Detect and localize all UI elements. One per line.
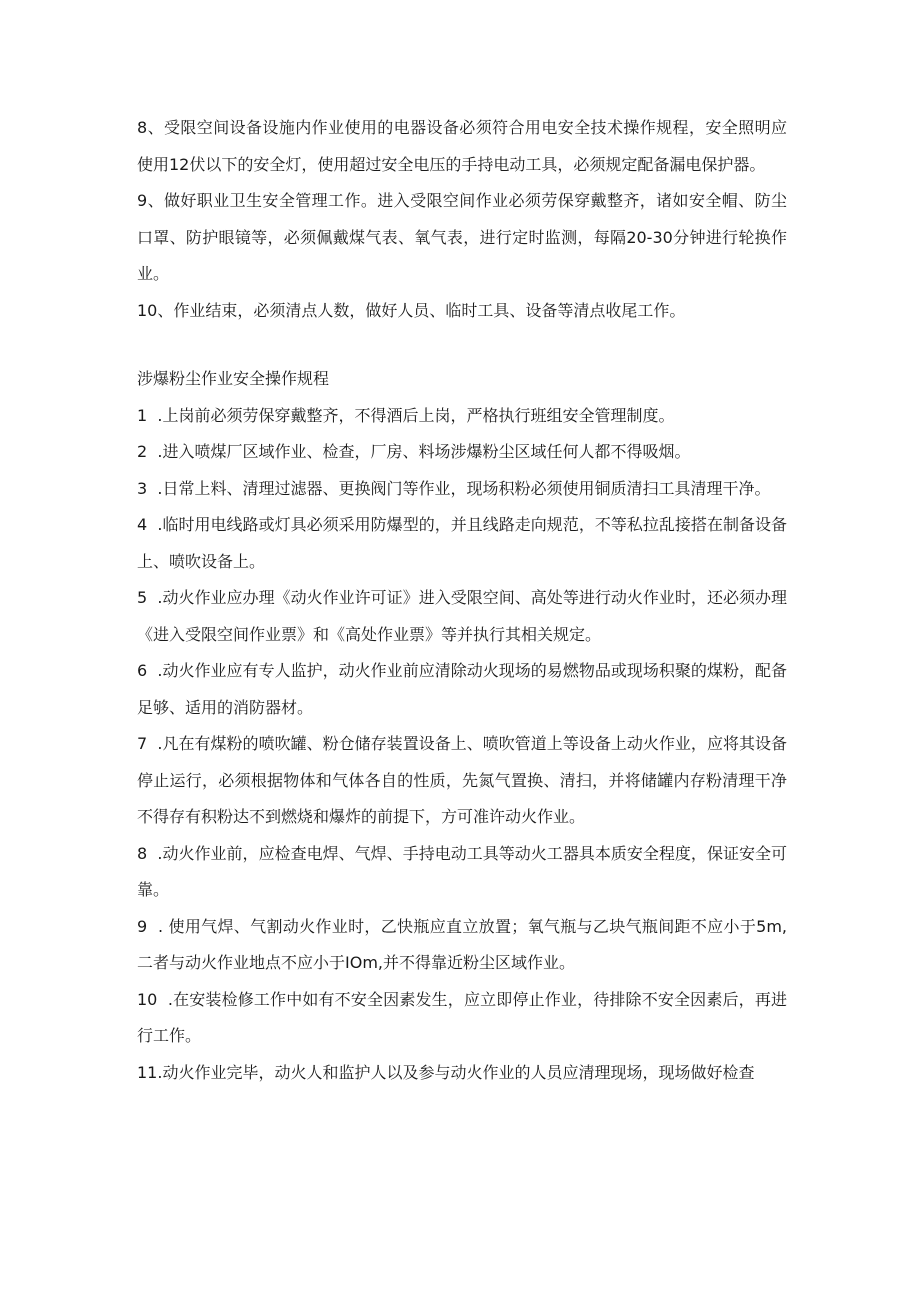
list-item-number: 6: [137, 661, 148, 680]
list-item-2: 2 .进入喷煤厂区域作业、检查，厂房、料场涉爆粉尘区域任何人都不得吸烟。: [137, 442, 691, 461]
list-item-number: 9: [137, 916, 148, 936]
list-item-text: 进入喷煤厂区域作业、检查，厂房、料场涉爆粉尘区域任何人都不得吸烟。: [162, 442, 691, 461]
list-item-text: 动火作业前，应检查电焊、气焊、手持电动工具等动火工器具本质安全程度，保证安全可靠。: [137, 843, 787, 899]
list-item-text: 临时用电线路或灯具必须采用防爆型的，并且线路走向规范，不等私拉乱接搭在制备设备上、喷吹设备上。: [137, 515, 787, 571]
paragraph-item-10: 10、作业结束，必须清点人数，做好人员、临时工具、设备等清点收尾工作。: [137, 300, 686, 320]
list-item-8: 8 .动火作业前，应检查电焊、气焊、手持电动工具等动火工器具本质安全程度，保证安全可靠。: [137, 843, 787, 899]
list-item-number: 3: [137, 478, 148, 498]
list-item-text: 动火作业应有专人监护，动火作业前应清除动火现场的易燃物品或现场积聚的煤粉，配备足够、适用的消防器材。: [137, 661, 787, 717]
list-item-number: 10: [137, 989, 158, 1009]
list-item-4: 4 .临时用电线路或灯具必须采用防爆型的，并且线路走向规范，不等私拉乱接搭在制备设备上、喷吹设备上。: [137, 515, 787, 571]
list-item-text: 上岗前必须劳保穿戴整齐，不得酒后上岗，严格执行班组安全管理制度。: [162, 405, 675, 425]
list-item-10: 10 .在安装检修工作中如有不安全因素发生，应立即停止作业，待排除不安全因素后，再进行工作。: [137, 989, 787, 1045]
list-item-number: 7: [137, 734, 148, 753]
list-item-number: 8: [137, 843, 148, 863]
list-item-5: 5 .动火作业应办理《动火作业许可证》进入受限空间、高处等进行动火作业时，还必须办理《进入受限空间作业票》和《高处作业票》等并执行其相关规定。: [137, 588, 787, 644]
list-item-number: 4: [137, 515, 148, 534]
list-item-11: 11.动火作业完毕，动火人和监护人以及参与动火作业的人员应清理现场，现场做好检查: [137, 1062, 755, 1082]
list-item-text: 使用气焊、气割动火作业时，乙快瓶应直立放置；氧气瓶与乙块气瓶间距不应小于5m,二者与动火作业地点不应小于IOm,并不得靠近粉尘区域作业。: [137, 916, 788, 972]
list-item-text: 动火作业完毕，动火人和监护人以及参与动火作业的人员应清理现场，现场做好检查: [162, 1062, 755, 1082]
paragraph-item-9: 9、做好职业卫生安全管理工作。进入受限空间作业必须劳保穿戴整齐，诸如安全帽、防尘口罩、防护眼镜等，必须佩戴煤气表、氧气表，进行定时监测，每隔20-30分钟进行轮换作业。: [137, 191, 787, 283]
list-item-3: 3 .日常上料、清理过滤器、更换阀门等作业，现场积粉必须使用铜质清扫工具清理干净。: [137, 478, 771, 498]
list-item-number: 1: [137, 405, 148, 425]
list-item-1: 1 .上岗前必须劳保穿戴整齐，不得酒后上岗，严格执行班组安全管理制度。: [137, 405, 675, 425]
list-item-number: 5: [137, 588, 148, 607]
list-item-6: 6 .动火作业应有专人监护，动火作业前应清除动火现场的易燃物品或现场积聚的煤粉，配备足够、适用的消防器材。: [137, 661, 787, 717]
list-item-number: 11: [137, 1062, 158, 1082]
list-item-text: 凡在有煤粉的喷吹罐、粉仓储存装置设备上、喷吹管道上等设备上动火作业，应将其设备停止运行，必须根据物体和气体各自的性质，先氮气置换、清扫，并将储罐内存粉清理干净不得存有积粉达不到燃烧和爆炸的前提下，方可准许动火作业。: [137, 734, 787, 826]
section-title: 涉爆粉尘作业安全操作规程: [137, 369, 330, 388]
list-item-7: 7 .凡在有煤粉的喷吹罐、粉仓储存装置设备上、喷吹管道上等设备上动火作业，应将其设备停止运行，必须根据物体和气体各自的性质，先氮气置换、清扫，并将储罐内存粉清理干净不得存有积粉达不到燃烧和爆炸的前提下，方可准许动火作业。: [137, 734, 787, 826]
paragraph-item-8: 8、受限空间设备设施内作业使用的电器设备必须符合用电安全技术操作规程，安全照明应使用12伏以下的安全灯，使用超过安全电压的手持电动工具，必须规定配备漏电保护器。: [137, 118, 787, 174]
list-item-text: 日常上料、清理过滤器、更换阀门等作业，现场积粉必须使用铜质清扫工具清理干净。: [162, 478, 771, 498]
list-item-number: 2: [137, 442, 148, 461]
list-item-text: 动火作业应办理《动火作业许可证》进入受限空间、高处等进行动火作业时，还必须办理《进入受限空间作业票》和《高处作业票》等并执行其相关规定。: [137, 588, 787, 644]
list-item-9: 9 . 使用气焊、气割动火作业时，乙快瓶应直立放置；氧气瓶与乙块气瓶间距不应小于5m,二者与动火作业地点不应小于IOm,并不得靠近粉尘区域作业。: [137, 916, 788, 972]
document-body: [137, 110, 787, 1091]
list-item-text: 在安装检修工作中如有不安全因素发生，应立即停止作业，待排除不安全因素后，再进行工作。: [137, 989, 787, 1045]
